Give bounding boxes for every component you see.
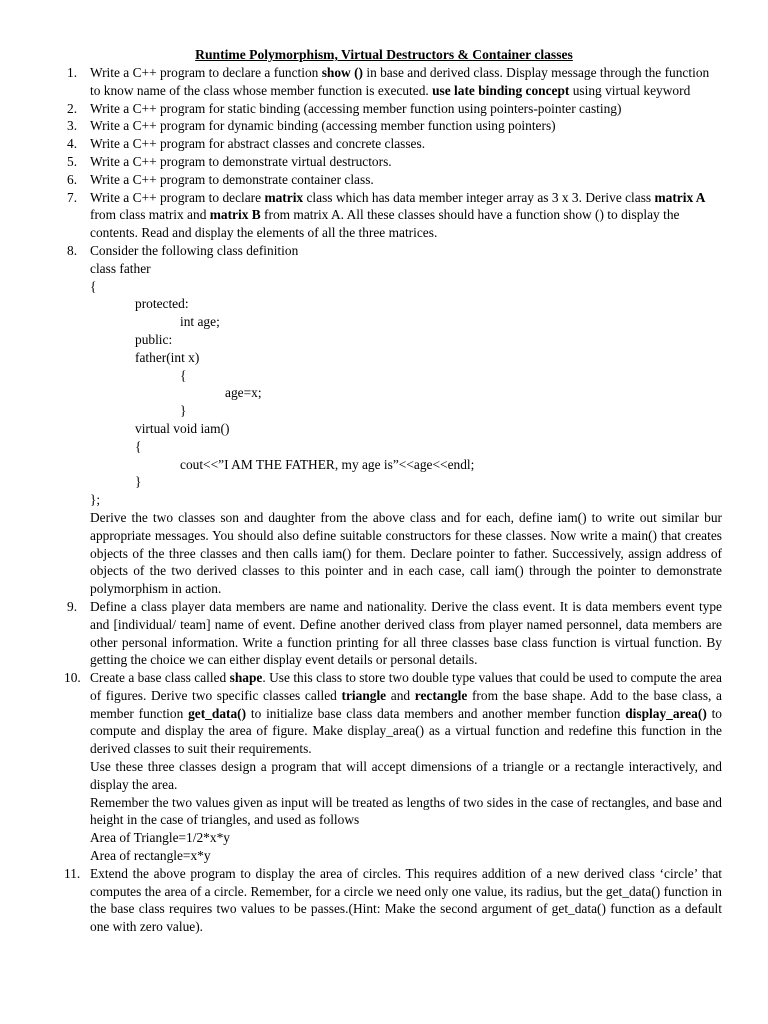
item-text: Write a C++ program for static binding (accessing member function using pointers-pointer casting) [90, 100, 622, 116]
list-item [0, 153, 768, 171]
code-line: class father [90, 260, 151, 276]
item-text: Write a C++ program for abstract classes and concrete classes. [90, 136, 426, 152]
formula-line: Area of Triangle=1/2*x*y [90, 830, 230, 846]
list-item [0, 865, 768, 936]
item-number: 7. [67, 189, 78, 205]
code-line: protected: [135, 296, 189, 312]
code-line: } [135, 474, 142, 490]
exercise-list [0, 64, 768, 936]
code-line: public: [135, 331, 173, 347]
item-number: 10. [64, 670, 81, 686]
list-item [0, 117, 768, 135]
item-text: Extend the above program to display the area of circles. This requires addition of a new derived class ‘circle’ that computes the area of a circle. Remember, for a circle we need only one value, its radius, but the get_data() function in the base class requires two values to be passes.(Hint: Make the second argument of get_data() function as a default one with zero value). [90, 865, 722, 935]
code-line: age=x; [225, 385, 262, 401]
item-text: Define a class player data members are name and nationality. Derive the class event. It is data members event type and [individual/ team] name of event. Define another derived class from player named personnel, data members are other personal information. Write a function printing for all three classes base class function is virtual function. By getting the choice we can either display event details or personal details. [90, 598, 722, 668]
code-line: } [180, 403, 187, 419]
list-item [0, 171, 768, 189]
code-line: father(int x) [135, 349, 200, 365]
list-item [0, 64, 768, 100]
item-number: 1. [67, 65, 78, 80]
code-line: virtual void iam() [135, 420, 230, 436]
item-number: 5. [67, 153, 78, 169]
item-text: Write a C++ program to demonstrate container class. [90, 171, 374, 187]
item-number: 11. [64, 865, 81, 881]
code-line: cout<<”I AM THE FATHER, my age is”<<age<<endl; [180, 456, 475, 472]
list-item [0, 598, 768, 669]
formula-line: Area of rectangle=x*y [90, 848, 211, 864]
code-block [90, 260, 722, 509]
list-item [0, 135, 768, 153]
code-line: int age; [180, 314, 220, 330]
code-line: }; [90, 492, 101, 508]
item-text: Write a C++ program to declare matrix class which has data member integer array as 3 x 3. Derive class matrix A from class matrix and matrix B from matrix A. All these classes should have a function show () to display the contents. Read and display the elements of all the three matrices. [90, 189, 706, 241]
list-item [0, 669, 768, 865]
item-number: 6. [67, 171, 78, 187]
item-number: 8. [67, 242, 78, 258]
item-number: 2. [67, 100, 78, 116]
item-number: 9. [67, 598, 78, 614]
item-text: Write a C++ program to declare a function show () in base and derived class. Display message through the function to know name of the class whose member function is executed. use late binding concept using virtual keyword [90, 65, 710, 98]
item-number: 3. [67, 118, 78, 134]
page-title: Runtime Polymorphism, Virtual Destructors & Container classes [195, 47, 573, 62]
code-line: { [135, 438, 142, 454]
list-item [0, 189, 768, 242]
item-number: 4. [67, 136, 78, 152]
list-item [0, 100, 768, 118]
item-text: Write a C++ program to demonstrate virtual destructors. [90, 153, 392, 169]
item-text: Derive the two classes son and daughter from the above class and for each, define iam() to write out similar bur appropriate messages. You should also define suitable constructors for these classes. Now write a main() that creates objects of the three classes and then calls iam() for them. Declare pointer to father. Successively, assign address of objects of the two derived classes to this pointer and in each case, call iam() through the pointer to demonstrate polymorphism in action. [90, 509, 722, 597]
code-line: { [90, 278, 97, 294]
list-item [0, 242, 768, 598]
item-text: Create a base class called shape. Use this class to store two double type values that could be used to compute the area of figures. Derive two specific classes called triangle and rectangle from the base shape. Add to the base class, a member function get_data() to initialize base class data members and another member function display_area() to compute and display the area of figure. Make display_area() as a virtual function and redefine this function in the derived classes to suit their requirements. [90, 670, 722, 757]
item-paragraph: Remember the two values given as input will be treated as lengths of two sides in the case of rectangles, and base and height in the case of triangles, and used as follows [90, 794, 722, 828]
item-intro: Consider the following class definition [90, 242, 299, 258]
item-paragraph: Use these three classes design a program that will accept dimensions of a triangle or a rectangle interactively, and display the area. [90, 759, 722, 792]
code-line: { [180, 367, 187, 383]
item-text: Write a C++ program for dynamic binding (accessing member function using pointers) [90, 118, 556, 134]
